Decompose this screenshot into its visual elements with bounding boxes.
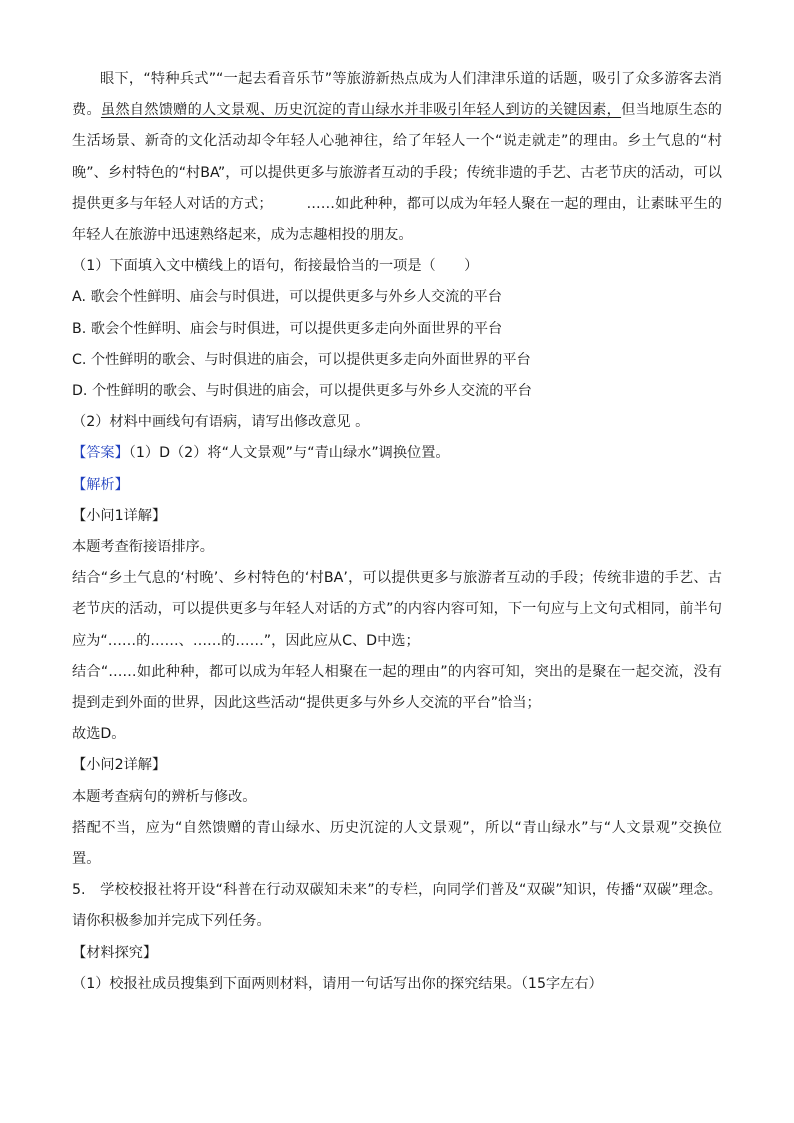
underlined-sentence: 虽然自然馈赠的人文景观、历史沉淀的青山绿水并非吸引年轻人到访的关键因素， [100,102,622,119]
task-1: （1）校报社成员搜集到下面两则材料，请用一句话写出你的探究结果。（15字左右） [72,975,603,992]
option-a: A. 歌会个性鲜明、庙会与时俱进，可以提供更多与外乡人交流的平台 [72,289,502,306]
section-material-exploration: 【材料探究】 [72,944,158,961]
answer-tag: 【答案】 [72,445,129,462]
document-page [72,64,722,1000]
question-5: 5. 学校校报社将开设“科普在行动双碳知未来”的专栏，向同学们普及“双碳”知识，传播“双碳”理念。请你积极参加并完成下列任务。 [72,882,722,930]
option-d: D. 个性鲜明的歌会、与时俱进的庙会，可以提供更多与外乡人交流的平台 [72,383,532,400]
analysis-1-line: 故选D。 [72,726,126,743]
analysis-1-line: 本题考查衔接语排序。 [72,539,214,556]
option-b: B. 歌会个性鲜明、庙会与时俱进，可以提供更多走向外面世界的平台 [72,320,503,337]
sub-question-2-title: 【小问2详解】 [72,757,167,774]
analysis-2-line: 搭配不当，应为“自然馈赠的青山绿水、历史沉淀的人文景观”，所以“青山绿水”与“人文景观”交换位置。 [72,819,722,868]
passage-text-1: 眼下，“特种兵式”“一起去看音乐节”等旅游新热点成为人们津津乐道的话题，吸引了众多游客去消费。 [72,71,722,119]
passage-paragraph [72,64,722,251]
question-1-stem: （1）下面填入文中横线上的语句，衔接最恰当的一项是（ ） [72,258,479,275]
sub-question-1-title: 【小问1详解】 [72,507,167,524]
analysis-1-line: 结合“乡土气息的‘村晚’、乡村特色的‘村BA’，可以提供更多与旅游者互动的手段；传统非遗的手艺、古老节庆的活动，可以提供更多与年轻人对话的方式”的内容内容可知，下一句应与上文句式相同，前半句应为“……的……、……的……”，因此应从C、D中选； [72,570,722,649]
analysis-2-line: 本题考查病句的辨析与修改。 [72,788,257,805]
analysis-tag: 【解析】 [72,476,129,493]
analysis-1-line: 结合“……如此种种，都可以成为年轻人相聚在一起的理由”的内容可知，突出的是聚在一起交流，没有提到走到外面的世界，因此这些活动“提供更多与外乡人交流的平台”恰当； [72,663,722,712]
answer-line [72,438,722,469]
passage-text-2: 但当地原生态的生活场景、新奇的文化活动却令年轻人心驰神往，给了年轻人一个“说走就走”的理由。乡土气息的“村晚”、乡村特色的“村BA”，可以提供更多与旅游者互动的手段；传统非遗的手艺、古老节庆的活动，可以提供更多与年轻人对话的方式； [72,102,722,212]
answer-text: （1）D（2）将“人文景观”与“青山绿水”调换位置。 [128,445,450,462]
passage-text-3: ……如此种种，都可以成为年轻人聚在一起的理由，让素昧平生的年轻人在旅游中迅速熟络起来，成为志趣相投的朋友。 [72,195,722,244]
option-c: C. 个性鲜明的歌会、与时俱进的庙会，可以提供更多走向外面世界的平台 [72,351,531,368]
question-2-stem: （2）材料中画线句有语病，请写出修改意见 。 [72,414,370,431]
